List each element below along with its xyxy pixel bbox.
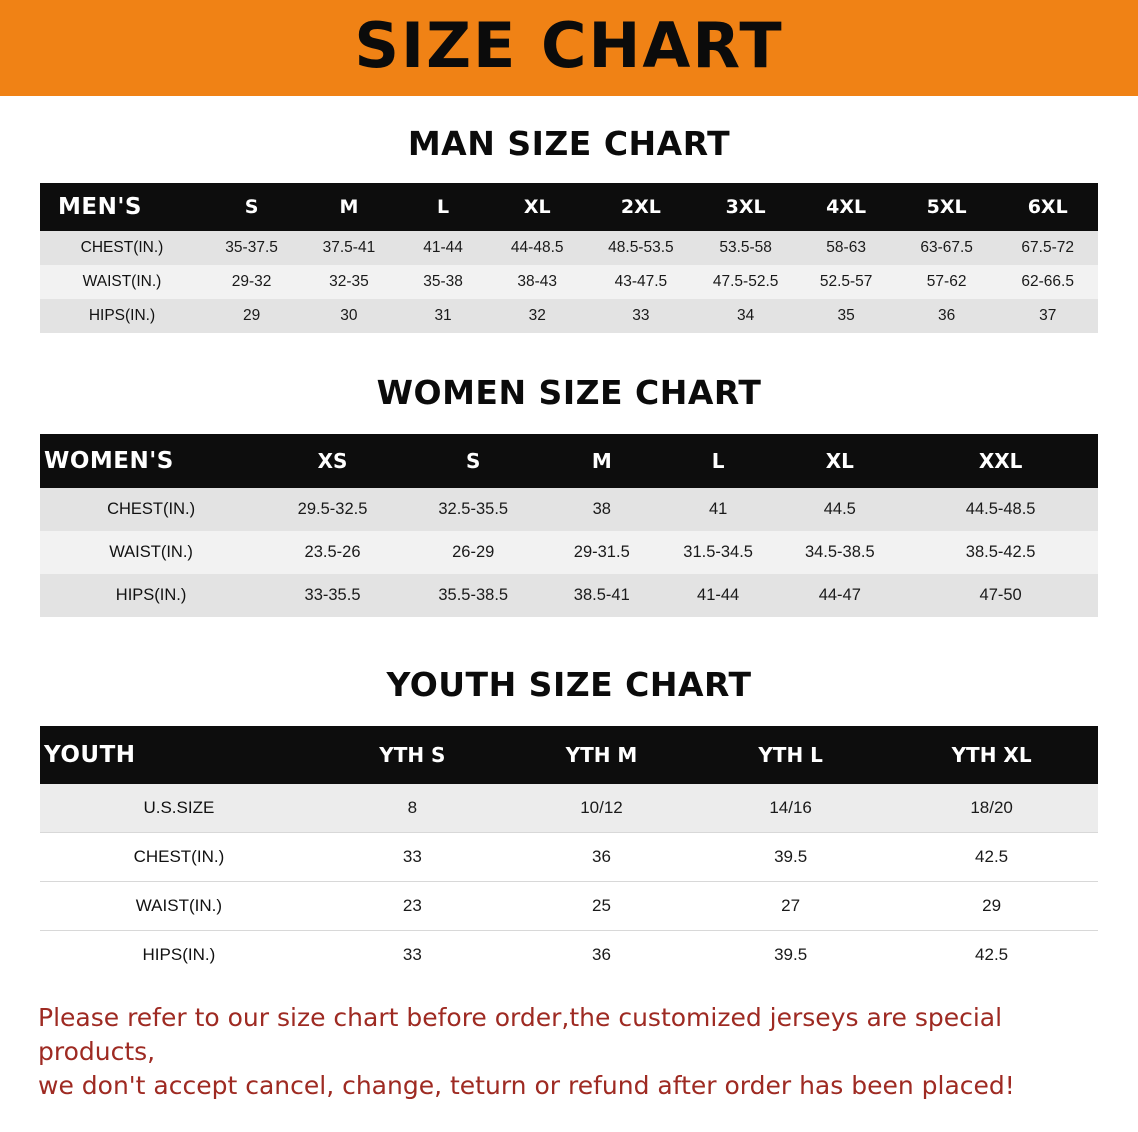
note-line-1: Please refer to our size chart before order,the customized jerseys are special products, [38, 1003, 1003, 1066]
cell: 10/12 [507, 784, 696, 833]
cell: 44.5-48.5 [903, 488, 1098, 531]
cell: 53.5-58 [695, 231, 797, 265]
cell: 44.5 [776, 488, 903, 531]
cell: 41-44 [399, 231, 488, 265]
cell: 41 [660, 488, 776, 531]
col-header-s: S [204, 183, 299, 231]
cell: 42.5 [885, 931, 1098, 980]
youth-size-table-wrap [40, 726, 1098, 979]
order-policy-note [38, 1001, 1100, 1102]
cell: 31 [399, 299, 488, 333]
cell: 36 [507, 931, 696, 980]
cell: 32-35 [299, 265, 398, 299]
table-row [40, 882, 1098, 931]
table-row [40, 231, 1098, 265]
cell: 38 [544, 488, 660, 531]
table-header-row [40, 183, 1098, 231]
cell: 35.5-38.5 [403, 574, 544, 617]
cell: 38.5-41 [544, 574, 660, 617]
cell: 34 [695, 299, 797, 333]
page-title: SIZE CHART [354, 9, 784, 82]
col-header-youth: YOUTH [40, 726, 318, 784]
youth-size-table [40, 726, 1098, 979]
cell: 32 [488, 299, 587, 333]
col-header-yth-l: YTH L [696, 726, 885, 784]
table-row [40, 931, 1098, 980]
cell: 63-67.5 [896, 231, 998, 265]
row-label-chest: CHEST(IN.) [40, 833, 318, 882]
cell: 27 [696, 882, 885, 931]
table-header-row [40, 726, 1098, 784]
col-header-m: M [544, 434, 660, 488]
cell: 44-48.5 [488, 231, 587, 265]
women-size-table [40, 434, 1098, 617]
cell: 41-44 [660, 574, 776, 617]
col-header-yth-xl: YTH XL [885, 726, 1098, 784]
cell: 38.5-42.5 [903, 531, 1098, 574]
cell: 33 [587, 299, 695, 333]
women-size-table-wrap [40, 434, 1098, 617]
row-label-waist: WAIST(IN.) [40, 882, 318, 931]
col-header-s: S [403, 434, 544, 488]
col-header-yth-m: YTH M [507, 726, 696, 784]
cell: 33-35.5 [262, 574, 403, 617]
cell: 67.5-72 [997, 231, 1098, 265]
cell: 35-38 [399, 265, 488, 299]
table-row [40, 574, 1098, 617]
cell: 23.5-26 [262, 531, 403, 574]
cell: 29 [885, 882, 1098, 931]
cell: 34.5-38.5 [776, 531, 903, 574]
cell: 23 [318, 882, 507, 931]
man-size-table [40, 183, 1098, 333]
col-header-l: L [399, 183, 488, 231]
cell: 52.5-57 [796, 265, 895, 299]
cell: 32.5-35.5 [403, 488, 544, 531]
cell: 62-66.5 [997, 265, 1098, 299]
col-header-5xl: 5XL [896, 183, 998, 231]
row-label-us-size: U.S.SIZE [40, 784, 318, 833]
row-label-waist: WAIST(IN.) [40, 265, 204, 299]
table-row [40, 784, 1098, 833]
table-row [40, 833, 1098, 882]
table-row [40, 299, 1098, 333]
cell: 35 [796, 299, 895, 333]
col-header-l: L [660, 434, 776, 488]
cell: 18/20 [885, 784, 1098, 833]
cell: 44-47 [776, 574, 903, 617]
col-header-xl: XL [776, 434, 903, 488]
row-label-waist: WAIST(IN.) [40, 531, 262, 574]
man-size-table-wrap [40, 183, 1098, 333]
row-label-hips: HIPS(IN.) [40, 574, 262, 617]
cell: 47.5-52.5 [695, 265, 797, 299]
col-header-2xl: 2XL [587, 183, 695, 231]
cell: 48.5-53.5 [587, 231, 695, 265]
cell: 37 [997, 299, 1098, 333]
cell: 29-32 [204, 265, 299, 299]
col-header-mens: MEN'S [40, 183, 204, 231]
cell: 33 [318, 931, 507, 980]
cell: 47-50 [903, 574, 1098, 617]
cell: 33 [318, 833, 507, 882]
man-section-title: MAN SIZE CHART [407, 124, 731, 163]
youth-section-title: YOUTH SIZE CHART [386, 665, 752, 704]
cell: 29-31.5 [544, 531, 660, 574]
size-chart-banner [0, 0, 1138, 96]
table-row [40, 488, 1098, 531]
cell: 14/16 [696, 784, 885, 833]
cell: 26-29 [403, 531, 544, 574]
table-row [40, 265, 1098, 299]
cell: 39.5 [696, 931, 885, 980]
cell: 36 [507, 833, 696, 882]
cell: 58-63 [796, 231, 895, 265]
col-header-xs: XS [262, 434, 403, 488]
cell: 42.5 [885, 833, 1098, 882]
col-header-6xl: 6XL [997, 183, 1098, 231]
cell: 30 [299, 299, 398, 333]
cell: 36 [896, 299, 998, 333]
cell: 57-62 [896, 265, 998, 299]
cell: 8 [318, 784, 507, 833]
row-label-chest: CHEST(IN.) [40, 231, 204, 265]
col-header-3xl: 3XL [695, 183, 797, 231]
row-label-hips: HIPS(IN.) [40, 931, 318, 980]
women-section-title: WOMEN SIZE CHART [376, 373, 762, 412]
cell: 37.5-41 [299, 231, 398, 265]
col-header-4xl: 4XL [796, 183, 895, 231]
cell: 38-43 [488, 265, 587, 299]
table-header-row [40, 434, 1098, 488]
cell: 29.5-32.5 [262, 488, 403, 531]
col-header-yth-s: YTH S [318, 726, 507, 784]
row-label-chest: CHEST(IN.) [40, 488, 262, 531]
cell: 39.5 [696, 833, 885, 882]
col-header-m: M [299, 183, 398, 231]
cell: 31.5-34.5 [660, 531, 776, 574]
cell: 25 [507, 882, 696, 931]
row-label-hips: HIPS(IN.) [40, 299, 204, 333]
cell: 29 [204, 299, 299, 333]
table-row [40, 531, 1098, 574]
cell: 35-37.5 [204, 231, 299, 265]
col-header-xxl: XXL [903, 434, 1098, 488]
col-header-xl: XL [488, 183, 587, 231]
col-header-womens: WOMEN'S [40, 434, 262, 488]
cell: 43-47.5 [587, 265, 695, 299]
note-line-2: we don't accept cancel, change, teturn or refund after order has been placed! [38, 1070, 1015, 1100]
